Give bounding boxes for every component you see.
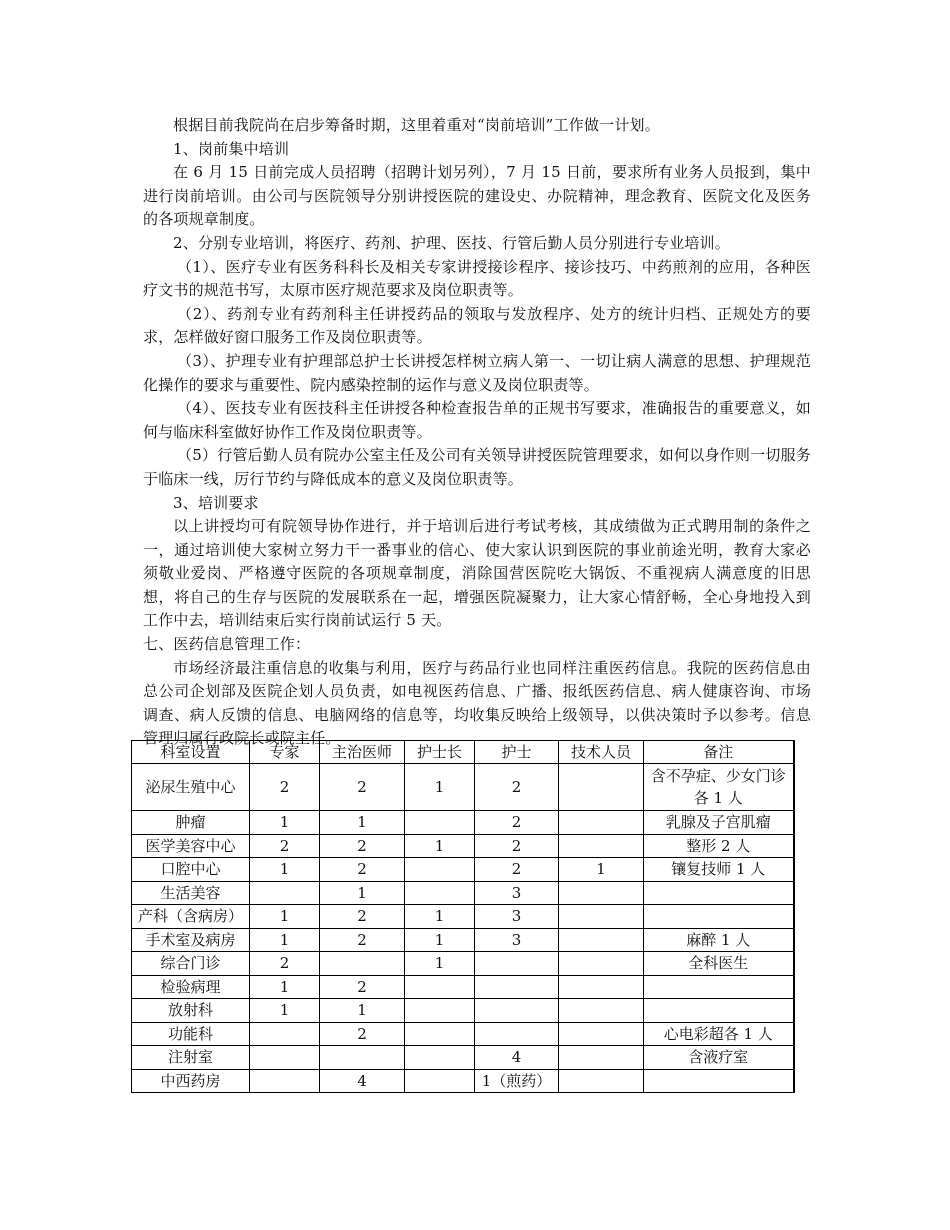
table-cell: 2 [250, 764, 320, 811]
table-cell [559, 811, 644, 835]
table-cell: 含不孕症、少女门诊各 1 人 [644, 764, 794, 811]
table-cell: 2 [475, 858, 559, 882]
paragraph: （4）、医技专业有医技科主任讲授各种检查报告单的正规书写要求，准确报告的重要意义，如何与临床科室做好协作工作及岗位职责等。 [143, 399, 811, 441]
table-row [132, 881, 794, 905]
table-cell [559, 1022, 644, 1046]
paragraph: 市场经济最注重信息的收集与利用，医疗与药品行业也同样注重医药信息。我院的医药信息由总公司企划部及医院企划人员负责，如电视医药信息、广播、报纸医药信息、病人健康咨询、市场调查、病人反馈的信息、电脑网络的信息等，均收集反映给上级领导，以供决策时予以参考。信息管理归属行政院长或院主任。 [143, 658, 811, 748]
table-cell [559, 928, 644, 952]
table-cell [320, 952, 405, 976]
table-cell: 检验病理 [132, 975, 250, 999]
table-cell [250, 1069, 320, 1093]
table-cell [559, 834, 644, 858]
table-cell: 2 [320, 975, 405, 999]
paragraph: 2、分别专业培训，将医疗、药剂、护理、医技、行管后勤人员分别进行专业培训。 [173, 233, 730, 252]
table-cell: 1 [405, 905, 475, 929]
table-cell: 手术室及病房 [132, 928, 250, 952]
table-cell [250, 1046, 320, 1070]
table-cell [405, 811, 475, 835]
table-cell: 1 [559, 858, 644, 882]
table-header-cell: 护士长 [405, 741, 475, 764]
table-cell: 综合门诊 [132, 952, 250, 976]
table-row [132, 1022, 794, 1046]
table-cell [644, 1069, 794, 1093]
table-cell: 产科（含病房） [132, 905, 250, 929]
table-cell [559, 881, 644, 905]
table-cell: 1 [320, 811, 405, 835]
table-cell [644, 999, 794, 1023]
body-text [143, 114, 811, 751]
table-row [132, 905, 794, 929]
table-cell: 2 [320, 858, 405, 882]
table-cell [320, 1046, 405, 1070]
table-cell: 整形 2 人 [644, 834, 794, 858]
table-cell: 全科医生 [644, 952, 794, 976]
table-cell [644, 975, 794, 999]
table-row [132, 928, 794, 952]
table-cell: 1 [405, 834, 475, 858]
table-cell: 镶复技师 1 人 [644, 858, 794, 882]
table-cell [475, 952, 559, 976]
table-cell [405, 1069, 475, 1093]
paragraph: （1）、医疗专业有医务科科长及相关专家讲授接诊程序、接诊技巧、中药煎剂的应用，各种医疗文书的规范书写，太原市医疗规范要求及岗位职责等。 [143, 257, 811, 300]
paragraph: 1、岗前集中培训 [173, 139, 290, 158]
table-header-cell: 护士 [475, 741, 559, 764]
table-cell [559, 999, 644, 1023]
table-cell: 2 [320, 905, 405, 929]
table-cell [559, 1046, 644, 1070]
table-header-cell: 专家 [250, 741, 320, 764]
table-cell [475, 975, 559, 999]
table-row [132, 952, 794, 976]
table-cell: 1（煎药） [475, 1069, 559, 1093]
table-header-cell: 主治医师 [320, 741, 405, 764]
table-cell: 泌尿生殖中心 [132, 764, 250, 811]
table-cell: 2 [250, 952, 320, 976]
table-cell: 2 [475, 811, 559, 835]
staffing-table [131, 740, 795, 1093]
table-cell: 1 [320, 881, 405, 905]
table-cell: 1 [250, 858, 320, 882]
table-cell [644, 881, 794, 905]
table-row [132, 1069, 794, 1093]
table-header-cell: 科室设置 [132, 741, 250, 764]
table-cell [559, 975, 644, 999]
table-cell: 麻醉 1 人 [644, 928, 794, 952]
table-cell: 1 [250, 928, 320, 952]
table-cell: 2 [320, 1022, 405, 1046]
paragraph: 根据目前我院尚在启步筹备时期，这里着重对“岗前培训”工作做一计划。 [173, 116, 660, 134]
table-row [132, 999, 794, 1023]
table-cell [405, 1022, 475, 1046]
table-cell: 1 [250, 975, 320, 999]
paragraph: （2）、药剂专业有药剂科主任讲授药品的领取与发放程序、处方的统计归档、正规处方的要求，怎样做好窗口服务工作及岗位职责等。 [143, 304, 811, 347]
table-cell [250, 881, 320, 905]
table-cell: 4 [475, 1046, 559, 1070]
table-cell: 心电彩超各 1 人 [644, 1022, 794, 1046]
table-cell: 口腔中心 [132, 858, 250, 882]
paragraph: （3）、护理专业有护理部总护士长讲授怎样树立病人第一、一切让病人满意的思想、护理规范化操作的要求与重要性、院内感染控制的运作与意义及岗位职责等。 [143, 351, 811, 394]
table-cell: 2 [475, 764, 559, 811]
table-cell: 功能科 [132, 1022, 250, 1046]
table-row [132, 975, 794, 999]
table-header-cell: 技术人员 [559, 741, 644, 764]
table-cell: 3 [475, 881, 559, 905]
table-header-cell: 备注 [644, 741, 794, 764]
paragraph: 在 6 月 15 日前完成人员招聘（招聘计划另列），7 月 15 日前，要求所有业务人员报到，集中进行岗前培训。由公司与医院领导分别讲授医院的建设史、办院精神，理念教育、医院文化及医务的各项规章制度。 [143, 163, 811, 229]
table-cell: 1 [405, 952, 475, 976]
table-cell [405, 975, 475, 999]
table-cell [559, 905, 644, 929]
table-row [132, 834, 794, 858]
table-cell: 医学美容中心 [132, 834, 250, 858]
table-cell: 肿瘤 [132, 811, 250, 835]
table-cell: 生活美容 [132, 881, 250, 905]
table-row [132, 811, 794, 835]
table-cell: 2 [250, 834, 320, 858]
table-cell: 放射科 [132, 999, 250, 1023]
paragraph: 七、医药信息管理工作： [143, 635, 311, 654]
table-cell: 1 [250, 905, 320, 929]
table-cell: 1 [405, 764, 475, 811]
table-cell: 1 [320, 999, 405, 1023]
table-cell: 4 [320, 1069, 405, 1093]
paragraph: 3、培训要求 [173, 493, 259, 512]
table-cell [559, 952, 644, 976]
table-cell: 中西药房 [132, 1069, 250, 1093]
table-cell [250, 1022, 320, 1046]
table-cell: 2 [475, 834, 559, 858]
paragraph: 以上讲授均可有院领导协作进行，并于培训后进行考试考核，其成绩做为正式聘用制的条件之一，通过培训使大家树立努力干一番事业的信心、使大家认识到医院的事业前途光明，教育大家必须敬业爱岗、严格遵守医院的各项规章制度，消除国营医院吃大锅饭、不重视病人满意度的旧思想，将自己的生存与医院的发展联系在一起，增强医院凝聚力，让大家心情舒畅，全心身地投入到工作中去，培训结束后实行岗前试运行 5 天。 [143, 517, 811, 630]
table-cell [405, 999, 475, 1023]
table-header-row [132, 741, 794, 764]
table-cell: 3 [475, 905, 559, 929]
table-cell: 1 [250, 811, 320, 835]
table-cell: 2 [320, 834, 405, 858]
table-cell [559, 1069, 644, 1093]
table-cell [405, 858, 475, 882]
staffing-table-wrapper [131, 740, 795, 1093]
table-row [132, 764, 794, 811]
table-row [132, 1046, 794, 1070]
table-cell [559, 764, 644, 811]
table-row [132, 858, 794, 882]
table-cell [644, 905, 794, 929]
table-cell: 3 [475, 928, 559, 952]
table-cell [475, 1022, 559, 1046]
table-cell: 2 [320, 764, 405, 811]
table-cell [405, 881, 475, 905]
table-cell: 1 [405, 928, 475, 952]
table-cell: 2 [320, 928, 405, 952]
table-cell [475, 999, 559, 1023]
table-cell: 1 [250, 999, 320, 1023]
table-cell [405, 1046, 475, 1070]
paragraph: （5）行管后勤人员有院办公室主任及公司有关领导讲授医院管理要求，如何以身作则一切服务于临床一线，厉行节约与降低成本的意义及岗位职责等。 [143, 446, 811, 488]
table-cell: 乳腺及子宫肌瘤 [644, 811, 794, 835]
table-cell: 注射室 [132, 1046, 250, 1070]
table-cell: 含液疗室 [644, 1046, 794, 1070]
